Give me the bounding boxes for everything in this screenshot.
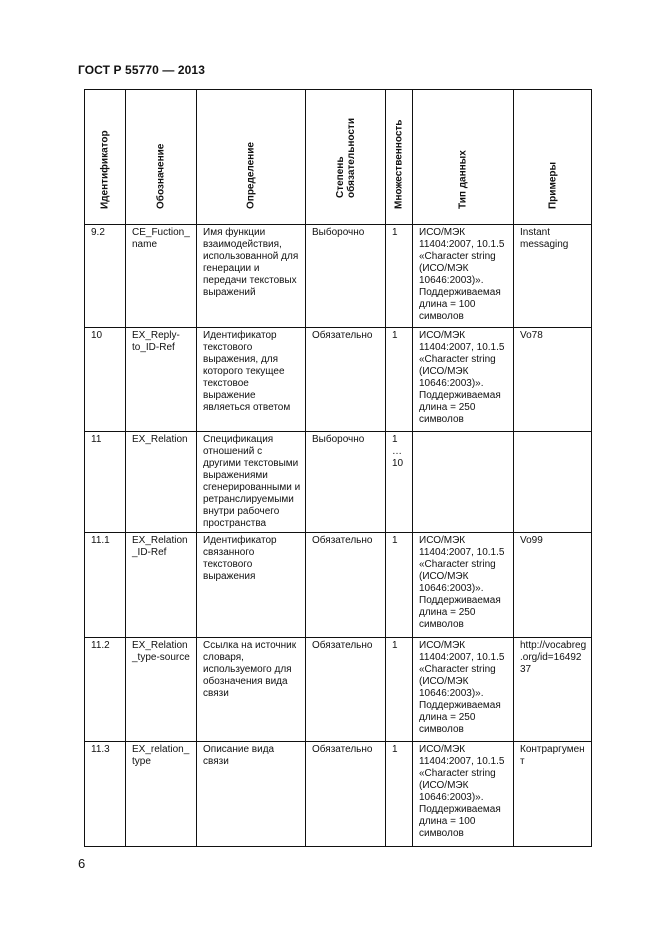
cell-multiplicity: 1 … 10 [386,432,413,533]
cell-designation: EX_Relation [126,432,197,533]
cell-designation: CE_Fuction_ name [126,225,197,328]
cell-example: Instant messaging [514,225,592,328]
cell-identifier: 11.3 [85,742,126,847]
cell-datatype: ИСО/МЭК 11404:2007, 10.1.5 «Character string (ИСО/МЭК 10646:2003)». Поддерживаемая длина = 250 символов [413,638,514,742]
cell-example: Vo99 [514,533,592,638]
table-row [85,432,592,533]
cell-multiplicity: 1 [386,742,413,847]
cell-example: Контраргумен т [514,742,592,847]
cell-datatype: ИСО/МЭК 11404:2007, 10.1.5 «Character string (ИСО/МЭК 10646:2003)». Поддерживаемая длина = 250 символов [413,533,514,638]
document-header: ГОСТ Р 55770 — 2013 [78,63,205,77]
table-row [85,533,592,638]
cell-definition: Ссылка на источник словаря, используемого для обозначения вида связи [197,638,306,742]
column-header-multiplicity: Множественность [386,90,413,225]
cell-datatype: ИСО/МЭК 11404:2007, 10.1.5 «Character string (ИСО/МЭК 10646:2003)». Поддерживаемая длина = 250 символов [413,328,514,432]
table-row [85,328,592,432]
cell-example [514,432,592,533]
cell-definition: Идентификатор текстового выражения, для которого текущее текстовое выражение являеться ответом [197,328,306,432]
cell-definition: Имя функции взаимодействия, использованной для генерации и передачи текстовых выражений [197,225,306,328]
cell-datatype: ИСО/МЭК 11404:2007, 10.1.5 «Character string (ИСО/МЭК 10646:2003)». Поддерживаемая длина = 100 символов [413,742,514,847]
column-header-identifier: Идентификатор [85,90,126,225]
column-header-obligation: Степень обязательности [306,90,386,225]
cell-multiplicity: 1 [386,638,413,742]
cell-identifier: 11.1 [85,533,126,638]
cell-obligation: Обязательно [306,533,386,638]
cell-identifier: 11 [85,432,126,533]
cell-definition: Описание вида связи [197,742,306,847]
cell-multiplicity: 1 [386,328,413,432]
table-row [85,742,592,847]
cell-identifier: 11.2 [85,638,126,742]
cell-datatype: ИСО/МЭК 11404:2007, 10.1.5 «Character string (ИСО/МЭК 10646:2003)». Поддерживаемая длина = 100 символов [413,225,514,328]
cell-identifier: 10 [85,328,126,432]
table-row [85,638,592,742]
cell-datatype [413,432,514,533]
cell-designation: EX_relation_ type [126,742,197,847]
cell-designation: EX_Relation _type-source [126,638,197,742]
cell-obligation: Обязательно [306,328,386,432]
column-header-examples: Примеры [514,90,592,225]
column-header-definition: Определение [197,90,306,225]
column-header-designation: Обозначение [126,90,197,225]
specification-table [84,89,592,847]
cell-identifier: 9.2 [85,225,126,328]
cell-definition: Спецификация отношений с другими текстовыми выражениями сгенерированными и ретранслируемыми внутри рабочего пространства [197,432,306,533]
cell-example: Vo78 [514,328,592,432]
cell-designation: EX_Reply- to_ID-Ref [126,328,197,432]
table-header-row [85,90,592,225]
cell-obligation: Выборочно [306,225,386,328]
cell-designation: EX_Relation _ID-Ref [126,533,197,638]
cell-multiplicity: 1 [386,533,413,638]
cell-obligation: Выборочно [306,432,386,533]
table-row [85,225,592,328]
page-number: 6 [78,856,86,871]
column-header-datatype: Тип данных [413,90,514,225]
cell-multiplicity: 1 [386,225,413,328]
cell-obligation: Обязательно [306,742,386,847]
cell-definition: Идентификатор связанного текстового выражения [197,533,306,638]
cell-obligation: Обязательно [306,638,386,742]
cell-example: http://vocabreg .org/id=16492 37 [514,638,592,742]
